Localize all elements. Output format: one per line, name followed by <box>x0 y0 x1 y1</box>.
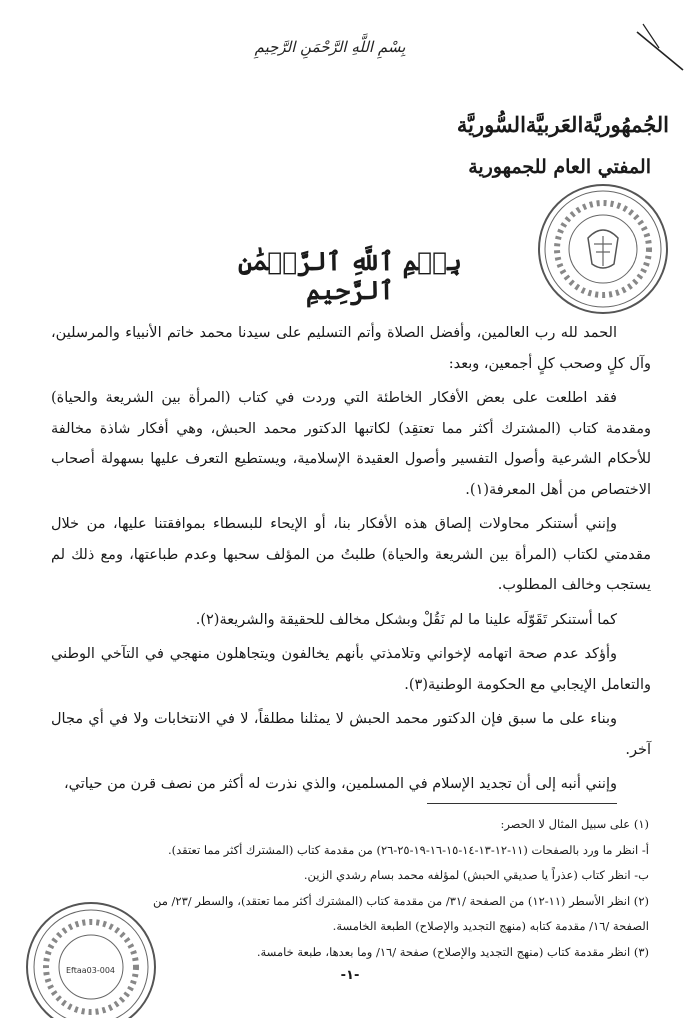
footnote-line: ب- انظر كتاب (عذراً يا صديقي الحبش) لمؤلفه محمد بسام رشدي الزين. <box>303 868 649 882</box>
paragraph-6: وإنني أنبه إلى أن تجديد الإسلام في المسلمين، والذي نذرت له أكثر من نصف قرن من حياتي، <box>63 776 617 792</box>
paragraph-5: وبناء على ما سبق فإن الدكتور محمد الحبش لا يمثلنا مطلقاً، لا في الانتخابات ولا في أي مجال آخر. <box>51 711 651 758</box>
paragraph-1: فقد اطلعت على بعض الأفكار الخاطئة التي وردت في كتاب (المرأة بين الشريعة والحياة) ومقدمة كتاب (المشترك أكثر مما تعتقِد) لكاتبها الدكتور محمد الحبش، وهي أفكار شاذة مخالفة للأحكام الشرعية وأصول التفسير وأصول العقيدة الإسلامية، ويستطيع التعرف عليها بسهولة أصحاب الاختصاص من أهل المعرفة(١). <box>51 390 651 498</box>
official-seal-bottom <box>22 898 160 1018</box>
paragraph-opening: الحمد لله رب العالمين، وأفضل الصلاة وأتم التسليم على سيدنا محمد خاتم الأنبياء والمرسلين، وآل كلٍ وصحب كلٍ أجمعين، وبعد: <box>51 325 651 372</box>
country-name: الجُمهُوريَّةالعَربيَّةالسُّوريَّة <box>456 112 669 137</box>
footnote-divider <box>427 803 617 804</box>
office-title: المفتي العام للجمهورية <box>468 156 651 178</box>
footnote-line: الصفحة /١٦/ مقدمة كتابه (منهج التجديد والإصلاح) الطبعة الخامسة. <box>332 919 649 933</box>
corner-pen-mark <box>629 18 689 78</box>
paragraph-4: وأؤكد عدم صحة اتهامه لإخواني وتلامذتي بأنهم يخالفون ويتجاهلون منهجي في التآخي الوطني والتعامل الإيجابي مع الحكومة الوطنية(٣). <box>51 646 651 693</box>
footnote-line: (٣) انظر مقدمة كتاب (منهج التجديد والإصلاح) صفحة /١٦/ وما بعدها، طبعة خامسة. <box>256 944 649 959</box>
letter-body <box>51 318 651 804</box>
footnote-line: (١) على سبيل المثال لا الحصر: <box>500 817 649 831</box>
page-number: -١- <box>340 968 360 983</box>
paragraph-2: وإنني أستنكر محاولات إلصاق هذه الأفكار بنا، أو الإيحاء للبسطاء بموافقتنا عليها، من خلال مقدمتي لكتاب (المرأة بين الشريعة والحياة) طلبتُ من المؤلف سحبها وعدم طباعتها، ومع ذلك لم يستجب وخالف المطلوب. <box>51 516 651 593</box>
seal-code: Eftaa03-004 <box>66 966 116 975</box>
top-basmala: بِسْمِ اللَّهِ الرَّحْمَنِ الرَّحِيمِ <box>254 38 406 56</box>
paragraph-3: كما أستنكر تَقَوّلَه علينا ما لم نَقُلْ وبشكل مخالف للحقيقة والشريعة(٢). <box>195 611 617 628</box>
footnote-line: أ- انظر ما ورد بالصفحات (١١-١٢-١٣-١٤-١٥-١٦-١٩-٢٥-٢٦) من مقدمة كتاب (المشترك أكثر مما تعتقد). <box>167 842 649 857</box>
main-basmala: بِسۡمِ ٱللَّهِ ٱلرَّحۡمَٰنِ ٱلرَّحِيمِ <box>238 247 462 305</box>
official-seal-top <box>534 180 672 318</box>
footnote-line: (٢) انظر الأسطر (١١-١٢) من الصفحة /٣١/ من مقدمة كتاب (المشترك أكثر مما تعتقد)، والسطر /٢٣/ من <box>152 893 649 908</box>
